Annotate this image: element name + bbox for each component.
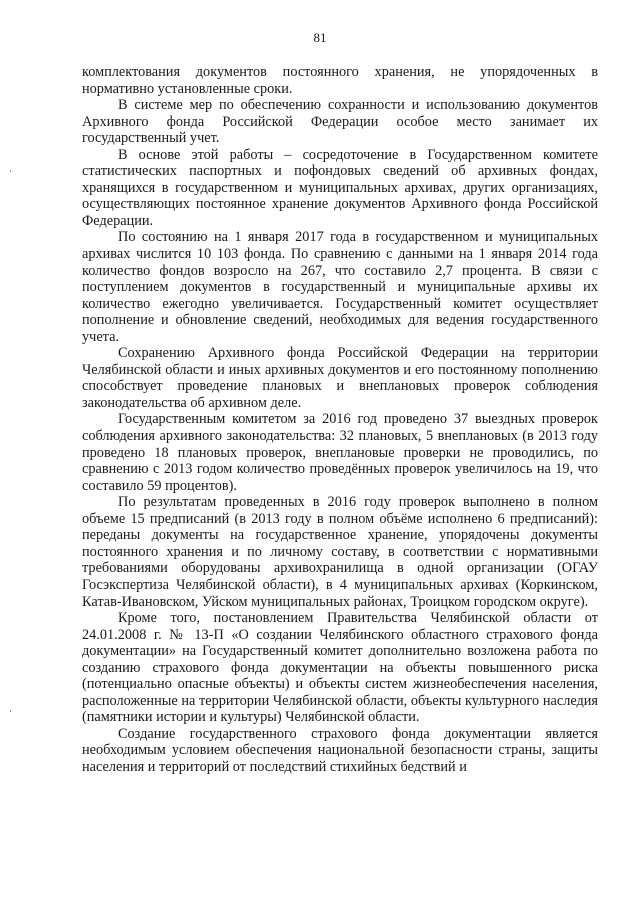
scan-mark bbox=[10, 710, 11, 712]
paragraph: Сохранению Архивного фонда Российской Федерации на территории Челябинской области и иных архивных документов и его постоянному пополнению способствует проведение плановых и внеплановых проверок соблюдения законодательства об архивном деле. bbox=[82, 345, 598, 411]
document-body bbox=[82, 64, 598, 776]
paragraph: В системе мер по обеспечению сохранности и использованию документов Архивного фонда Российской Федерации особое место занимает их государственный учет. bbox=[82, 97, 598, 147]
paragraph: По состоянию на 1 января 2017 года в государственном и муниципальных архивах числится 10 103 фонда. По сравнению с данными на 1 января 2014 года количество фондов возросло на 267, что составило 2,7 процента. В связи с поступлением документов в государственный и муниципальные архивы их количество ежегодно увеличивается. Государственный комитет осуществляет пополнение и обновление сведений, необходимых для ведения государственного учета. bbox=[82, 229, 598, 345]
paragraph-continuation: комплектования документов постоянного хранения, не упорядоченных в нормативно установленные сроки. bbox=[82, 64, 598, 97]
paragraph: Кроме того, постановлением Правительства Челябинской области от 24.01.2008 г. № 13-П «О создании Челябинского областного страхового фонда документации» на Государственный комитет дополнительно возложена работа по созданию страхового фонда документации на объекты повышенного риска (потенциально опасные объекты) и объекты систем жизнеобеспечения населения, расположенные на территории Челябинской области, объекты культурного наследия (памятники истории и культуры) Челябинской области. bbox=[82, 610, 598, 726]
paragraph: Государственным комитетом за 2016 год проведено 37 выездных проверок соблюдения архивного законодательства: 32 плановых, 5 внеплановых (в 2013 году проведено 18 плановых проверок, внеплановые проверки не проводились, по сравнению с 2013 годом количество проведённых проверок увеличилось на 19, что составило 59 процентов). bbox=[82, 411, 598, 494]
paragraph: По результатам проведенных в 2016 году проверок выполнено в полном объеме 15 предписаний (в 2013 году в полном объёме исполнено 6 предписаний): переданы документы на государственное хранение, упорядочены документы постоянного хранения и по личному составу, в соответствии с нормативными требованиями оборудованы архивохранилища в одной организации (ОГАУ Госэкспертиза Челябинской области), в 4 муниципальных архивах (Коркинском, Катав-Ивановском, Уйском муниципальных районах, Троицком городском округе). bbox=[82, 494, 598, 610]
scan-mark bbox=[10, 170, 11, 172]
paragraph: Создание государственного страхового фонда документации является необходимым условием обеспечения национальной безопасности страны, защиты населения и территорий от последствий стихийных бедствий и bbox=[82, 725, 598, 775]
paragraph: В основе этой работы – сосредоточение в Государственном комитете статистических паспортных и пофондовых сведений об архивных фондах, хранящихся в государственном и муниципальных архивах, других организациях, осуществляющих постоянное хранение документов Архивного фонда Российской Федерации. bbox=[82, 146, 598, 229]
page-number: 81 bbox=[313, 30, 327, 45]
